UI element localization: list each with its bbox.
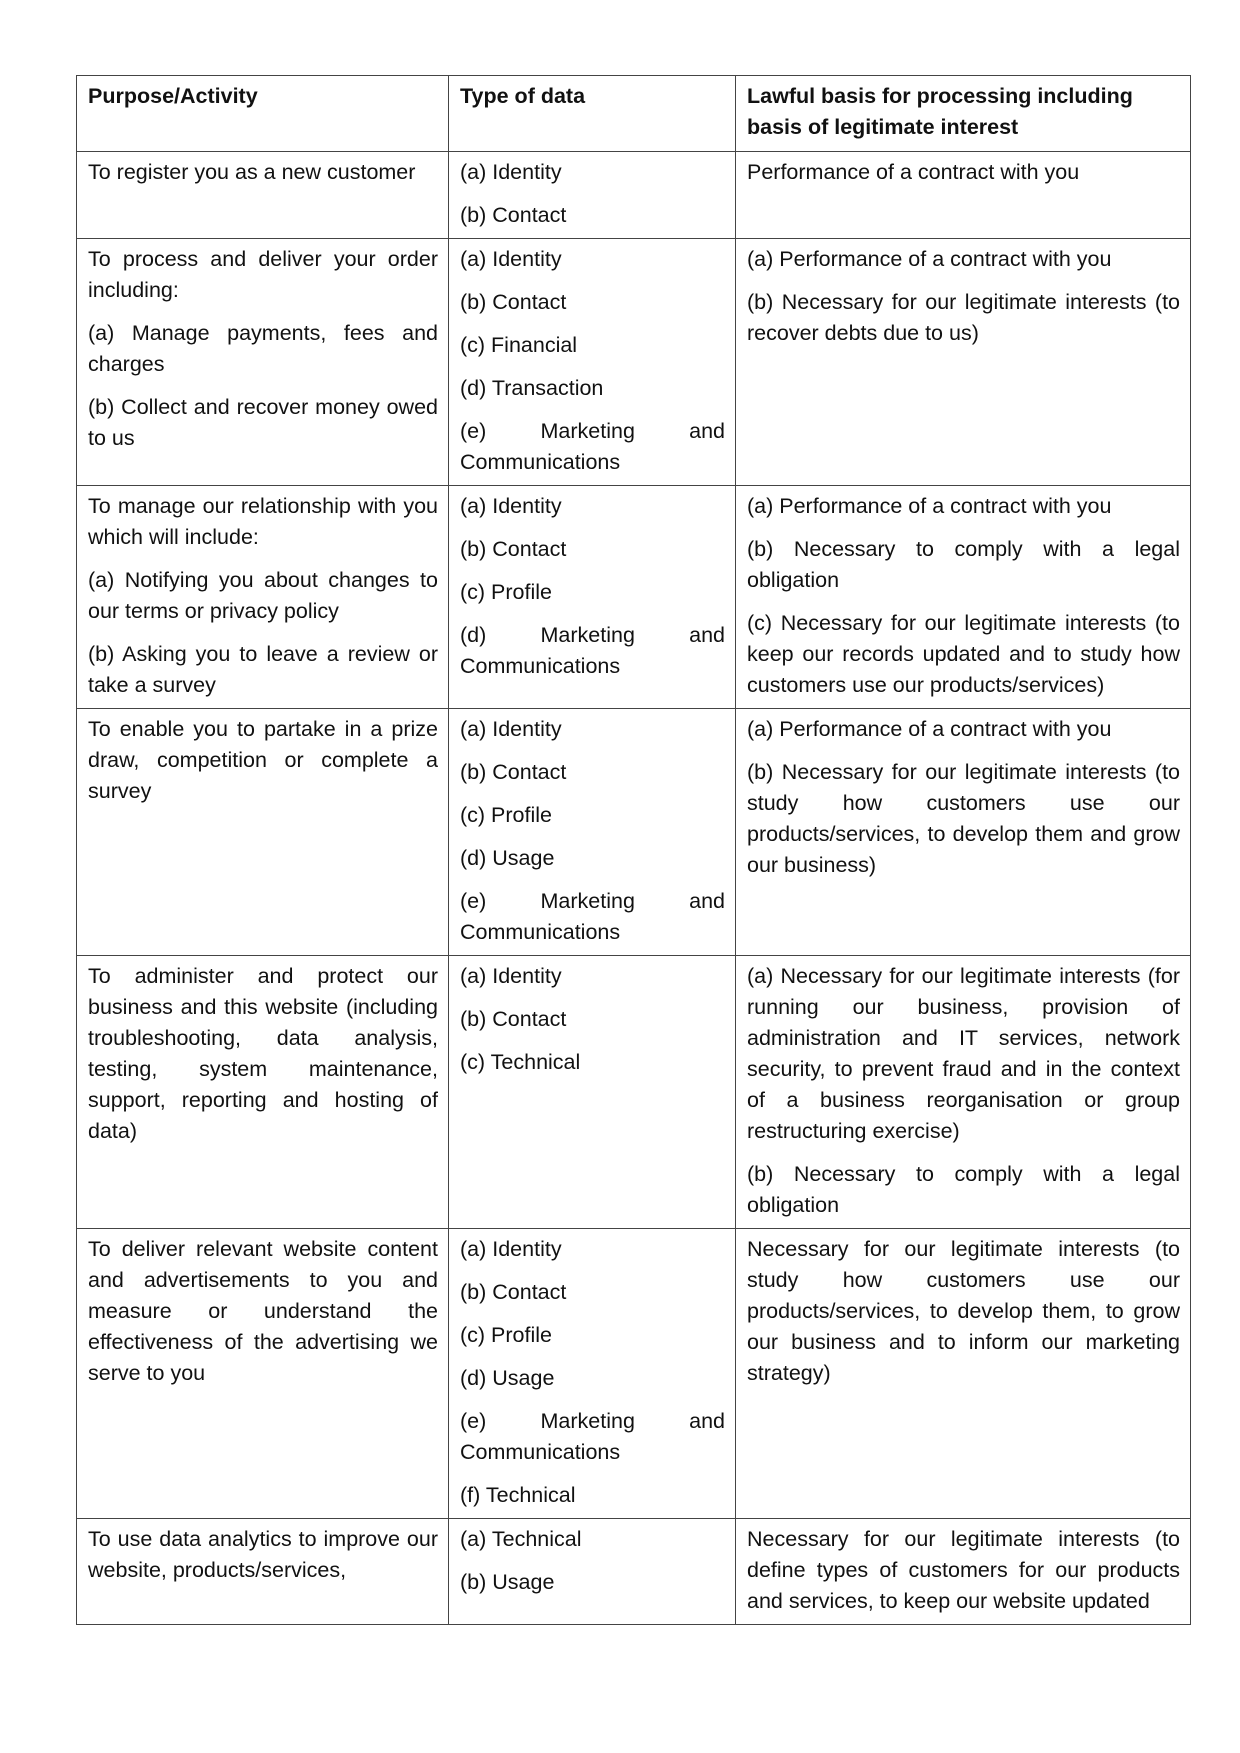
purpose-cell	[77, 1229, 449, 1519]
cell-paragraph: (b) Necessary for our legitimate interests (to recover debts due to us)	[747, 290, 1180, 345]
cell-paragraph: (c) Necessary for our legitimate interests (to keep our records updated and to study how customers use our products/services)	[747, 611, 1180, 697]
type-of-data-cell	[449, 1519, 736, 1625]
type-of-data-cell	[449, 486, 736, 709]
cell-paragraph: (d) Transaction	[460, 376, 604, 400]
table-row	[77, 709, 1191, 956]
cell-paragraph: To administer and protect our business and this website (including troubleshooting, data analysis, testing, system maintenance, support, reporting and hosting of data)	[88, 964, 438, 1143]
cell-paragraph: (a) Performance of a contract with you	[747, 247, 1112, 271]
cell-paragraph: (b) Collect and recover money owed to us	[88, 395, 438, 450]
cell-paragraph: (c) Profile	[460, 803, 552, 827]
table-body	[77, 152, 1191, 1625]
cell-paragraph: (b) Contact	[460, 1007, 567, 1031]
cell-paragraph: (b) Asking you to leave a review or take a survey	[88, 642, 438, 697]
lawful-basis-cell	[736, 1229, 1191, 1519]
cell-paragraph: (b) Contact	[460, 537, 567, 561]
purpose-cell	[77, 956, 449, 1229]
cell-paragraph: (a) Identity	[460, 717, 562, 741]
cell-paragraph: (a) Technical	[460, 1527, 582, 1551]
type-of-data-cell	[449, 709, 736, 956]
cell-paragraph: (b) Necessary for our legitimate interests (to study how customers use our products/services, to develop them and grow our business)	[747, 760, 1180, 877]
cell-paragraph: (c) Financial	[460, 333, 578, 357]
header-type-of-data: Type of data	[449, 76, 736, 152]
cell-paragraph: (c) Profile	[460, 580, 552, 604]
purpose-cell	[77, 486, 449, 709]
lawful-basis-cell	[736, 1519, 1191, 1625]
purpose-cell	[77, 152, 449, 239]
purpose-cell	[77, 1519, 449, 1625]
cell-paragraph: (b) Contact	[460, 290, 567, 314]
table-row	[77, 1229, 1191, 1519]
purpose-cell	[77, 239, 449, 486]
cell-paragraph: (a) Manage payments, fees and charges	[88, 321, 438, 376]
type-of-data-cell	[449, 1229, 736, 1519]
cell-paragraph: (e) Marketing and Communications	[460, 419, 725, 474]
cell-paragraph: (b) Contact	[460, 1280, 567, 1304]
cell-paragraph: (a) Identity	[460, 247, 562, 271]
lawful-basis-cell	[736, 709, 1191, 956]
cell-paragraph: (a) Notifying you about changes to our terms or privacy policy	[88, 568, 438, 623]
cell-paragraph: (a) Identity	[460, 964, 562, 988]
lawful-basis-cell	[736, 152, 1191, 239]
cell-paragraph: Necessary for our legitimate interests (to study how customers use our products/services, to develop them, to grow our business and to inform our marketing strategy)	[747, 1237, 1180, 1385]
cell-paragraph: To manage our relationship with you which will include:	[88, 494, 438, 549]
type-of-data-cell	[449, 956, 736, 1229]
cell-paragraph: To register you as a new customer	[88, 160, 416, 184]
table-row	[77, 486, 1191, 709]
cell-paragraph: (d) Marketing and Communications	[460, 623, 725, 678]
table-row	[77, 956, 1191, 1229]
purpose-cell	[77, 709, 449, 956]
cell-paragraph: (d) Usage	[460, 1366, 555, 1390]
cell-paragraph: (b) Necessary to comply with a legal obligation	[747, 537, 1180, 592]
type-of-data-cell	[449, 152, 736, 239]
cell-paragraph: (a) Identity	[460, 494, 562, 518]
cell-paragraph: To process and deliver your order including:	[88, 247, 438, 302]
lawful-basis-cell	[736, 486, 1191, 709]
cell-paragraph: To use data analytics to improve our website, products/services,	[88, 1527, 438, 1582]
cell-paragraph: (b) Contact	[460, 760, 567, 784]
cell-paragraph: (e) Marketing and Communications	[460, 1409, 725, 1464]
cell-paragraph: (f) Technical	[460, 1483, 576, 1507]
cell-paragraph: (d) Usage	[460, 846, 555, 870]
cell-paragraph: To enable you to partake in a prize draw, competition or complete a survey	[88, 717, 438, 803]
cell-paragraph: (a) Identity	[460, 1237, 562, 1261]
table-row	[77, 152, 1191, 239]
table-row	[77, 239, 1191, 486]
cell-paragraph: (e) Marketing and Communications	[460, 889, 725, 944]
cell-paragraph: Performance of a contract with you	[747, 160, 1080, 184]
type-of-data-cell	[449, 239, 736, 486]
lawful-basis-table	[76, 75, 1191, 1625]
table-row	[77, 1519, 1191, 1625]
lawful-basis-cell	[736, 239, 1191, 486]
cell-paragraph: (b) Necessary to comply with a legal obligation	[747, 1162, 1180, 1217]
cell-paragraph: (c) Technical	[460, 1050, 581, 1074]
cell-paragraph: (b) Contact	[460, 203, 567, 227]
cell-paragraph: (a) Performance of a contract with you	[747, 717, 1112, 741]
cell-paragraph: Necessary for our legitimate interests (to define types of customers for our products and services, to keep our website updated	[747, 1527, 1180, 1613]
lawful-basis-cell	[736, 956, 1191, 1229]
cell-paragraph: (b) Usage	[460, 1570, 555, 1594]
cell-paragraph: (c) Profile	[460, 1323, 552, 1347]
header-lawful-basis: Lawful basis for processing including basis of legitimate interest	[736, 76, 1191, 152]
cell-paragraph: (a) Performance of a contract with you	[747, 494, 1112, 518]
header-purpose: Purpose/Activity	[77, 76, 449, 152]
cell-paragraph: To deliver relevant website content and advertisements to you and measure or understand the effectiveness of the advertising we serve to you	[88, 1237, 438, 1385]
table-header-row	[77, 76, 1191, 152]
cell-paragraph: (a) Identity	[460, 160, 562, 184]
cell-paragraph: (a) Necessary for our legitimate interests (for running our business, provision of administration and IT services, network security, to prevent fraud and in the context of a business reorganisation or group restructuring exercise)	[747, 964, 1180, 1143]
